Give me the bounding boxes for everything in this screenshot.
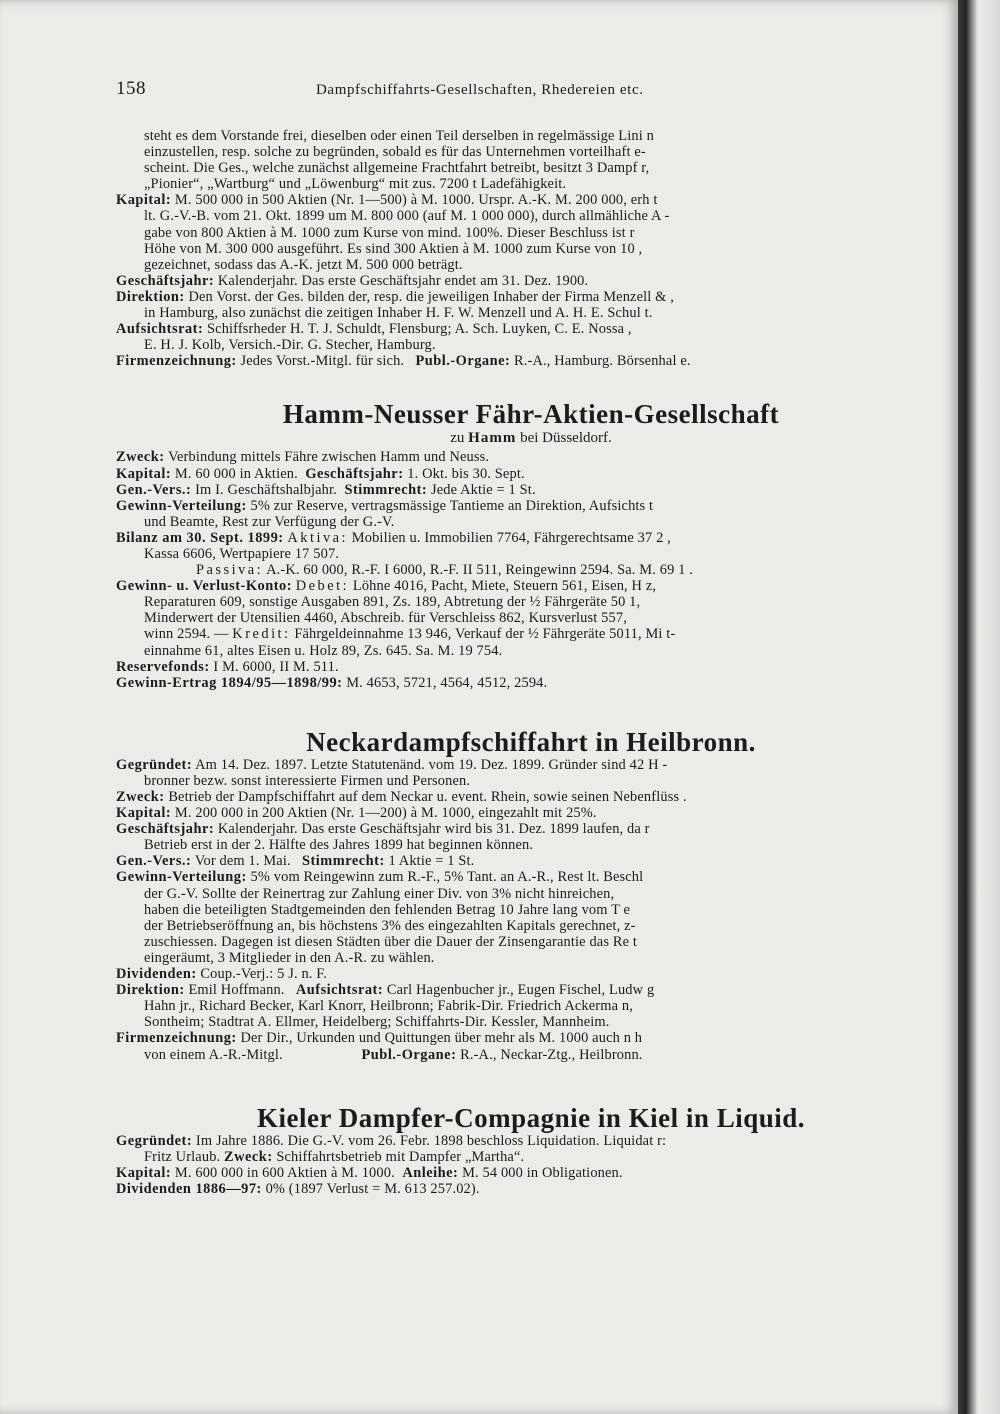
- entry-text: I M. 6000, II M. 511.: [213, 658, 339, 675]
- entry-label: Bilanz am 30. Sept. 1899:: [116, 529, 284, 546]
- entry-text: M. 4653, 5721, 4564, 4512, 2594.: [346, 674, 548, 691]
- entry-label: Kapital:: [116, 805, 172, 822]
- gegruendet-entry: [116, 1133, 946, 1149]
- text-line: gezeichnet, sodass das A.-K. jetzt M. 500 000 beträgt.: [144, 256, 463, 273]
- entry-label: Gewinn- u. Verlust-Konto:: [116, 578, 293, 595]
- entry-text: R.-A., Hamburg. Börsenhal e.: [514, 353, 691, 370]
- text-line: Höhe von M. 300 000 ausgeführt. Es sind 300 Aktien à M. 1000 zum Kurse von 10 ,: [144, 240, 643, 257]
- entry-label: Direktion:: [116, 982, 185, 999]
- guv-entry: [116, 578, 946, 594]
- entry-label: Anleihe:: [402, 1164, 459, 1181]
- entry-label: Gen.-Vers.:: [116, 481, 192, 498]
- page-number: 158: [116, 78, 146, 99]
- entry-label: Aufsichtsrat:: [295, 982, 384, 999]
- genvers-entry: [116, 482, 946, 498]
- aufsichtsrat-entry: [116, 321, 946, 337]
- zweck-entry: [116, 789, 946, 805]
- company-title: Kieler Dampfer-Compagnie in Kiel in Liquid.: [256, 1102, 805, 1133]
- entry-text: Fährgeldeinnahme 13 946, Verkauf der ½ Fährgeräte 5011, Mi t-: [294, 626, 676, 643]
- entry-label: Dividenden 1886—97:: [116, 1180, 262, 1197]
- entry-label: Stimmrecht:: [344, 481, 428, 498]
- entry-label: Gegründet:: [116, 756, 193, 773]
- entry-label: Gewinn-Verteilung:: [116, 869, 247, 886]
- firmenzeichnung-entry: [116, 353, 946, 369]
- text-line: Betrieb erst in der 2. Hälfte des Jahres 1899 hat beginnen können.: [144, 837, 534, 854]
- kapital-entry: [116, 805, 946, 821]
- kredit-line: [116, 626, 946, 642]
- entry-text: von einem A.-R.-Mitgl.: [144, 1046, 283, 1063]
- passiva-label: Passiva:: [196, 562, 264, 579]
- entry-label: Gegründet:: [116, 1132, 193, 1149]
- entry-text: Jede Aktie = 1 St.: [430, 481, 536, 498]
- entry-label: Reservefonds:: [116, 658, 210, 675]
- direktion-entry: [116, 289, 946, 305]
- entry-label: Geschäftsjahr:: [116, 821, 215, 838]
- geschaeftsjahr-entry: [116, 821, 946, 837]
- entry-text: M. 500 000 in 500 Aktien (Nr. 1—500) à M. 1000. Urspr. A.-K. M. 200 000, erh t: [174, 192, 658, 209]
- debet-label: Debet:: [295, 578, 350, 595]
- entry-label: Kapital:: [116, 465, 172, 482]
- entry-text: Carl Hagenbucher jr., Eugen Fischel, Ludw g: [386, 982, 655, 999]
- entry-text: Emil Hoffmann.: [188, 982, 285, 999]
- entry-label: Zweck:: [116, 789, 165, 805]
- text-line: steht es dem Vorstande frei, dieselben oder einen Teil derselben in regelmässige Lini n: [144, 128, 654, 144]
- entry-text: Vor dem 1. Mai.: [194, 853, 291, 870]
- zweck-line: [116, 1149, 946, 1165]
- entry-text: Schiffsrheder H. T. J. Schuldt, Flensburg; A. Sch. Luyken, C. E. Nossa ,: [207, 321, 632, 338]
- company-neckardampfschiffahrt: [116, 727, 946, 1063]
- entry-text: Fritz Urlaub.: [144, 1148, 221, 1165]
- text-line: Reparaturen 609, sonstige Ausgaben 891, Zs. 189, Abtretung der ½ Fährgeräte 50 1,: [144, 594, 641, 611]
- entry-text: Löhne 4016, Pacht, Miete, Steuern 561, Eisen, H z,: [352, 578, 657, 595]
- text-line: Sontheim; Stadtrat A. Ellmer, Heidelberg; Schiffahrts-Dir. Kessler, Mannheim.: [144, 1014, 610, 1031]
- entry-text: Mobilien u. Immobilien 7764, Fährgerechtsame 37 2 ,: [351, 529, 671, 546]
- entry-text: Coup.-Verj.: 5 J. n. F.: [200, 966, 328, 983]
- entry-label: Geschäftsjahr:: [116, 272, 215, 289]
- company-hamm-neusser: [116, 399, 946, 690]
- entry-text: 1 Aktie = 1 St.: [388, 853, 475, 870]
- page-content: [116, 78, 946, 1197]
- bilanz-entry: [116, 530, 946, 546]
- publ-line: [116, 1047, 946, 1063]
- entry-text: Der Dir., Urkunden und Quittungen über mehr als M. 1000 auch n h: [240, 1030, 643, 1047]
- entry-label: Firmenzeichnung:: [116, 353, 237, 370]
- text-line: Hahn jr., Richard Becker, Karl Knorr, Heilbronn; Fabrik-Dir. Friedrich Ackerma n,: [144, 998, 633, 1015]
- entry-label: Direktion:: [116, 288, 185, 305]
- entry-text: R.-A., Neckar-Ztg., Heilbronn.: [460, 1046, 643, 1063]
- entry-text: 1. Okt. bis 30. Sept.: [407, 465, 525, 482]
- entry-label: Zweck:: [116, 449, 165, 466]
- entry-text: A.-K. 60 000, R.-F. I 6000, R.-F. II 511, Reingewinn 2594. Sa. M. 69 1 .: [266, 562, 694, 579]
- entry-label: Gen.-Vers.:: [116, 853, 192, 870]
- entry-label: Firmenzeichnung:: [116, 1030, 237, 1047]
- entry-text: Jedes Vorst.-Mitgl. für sich.: [240, 353, 405, 370]
- entry-label: Gewinn-Ertrag 1894/95—1898/99:: [116, 674, 343, 691]
- company-title: Hamm-Neusser Fähr-Aktien-Gesellschaft: [282, 399, 780, 430]
- text-line: einnahme 61, altes Eisen u. Holz 89, Zs. 645. Sa. M. 19 754.: [144, 642, 503, 659]
- genvers-entry: [116, 853, 946, 869]
- entry-label: Kapital:: [116, 192, 172, 209]
- kapital-entry: [116, 466, 946, 482]
- entry-text: Betrieb der Dampfschiffahrt auf dem Neckar u. event. Rhein, sowie seinen Nebenflüss .: [168, 789, 687, 805]
- reservefonds-entry: [116, 659, 946, 675]
- dividenden-entry: [116, 1181, 946, 1197]
- entry-text: M. 600 000 in 600 Aktien à M. 1000.: [174, 1164, 395, 1181]
- text-line: in Hamburg, also zunächst die zeitigen Inhaber H. F. W. Menzell und A. H. E. Schul t.: [144, 305, 653, 322]
- section-continued: [116, 128, 946, 369]
- entry-text: Kalenderjahr. Das erste Geschäftsjahr wird bis 31. Dez. 1899 laufen, da r: [217, 821, 650, 838]
- running-head: [116, 78, 946, 104]
- company-kieler-dampfer: [116, 1103, 946, 1197]
- company-location: [116, 429, 946, 447]
- entry-text: M. 54 000 in Obligationen.: [462, 1164, 623, 1181]
- text-line: „Pionier“, „Wartburg“ und „Löwenburg“ mit zus. 7200 t Ladefähigkeit.: [144, 176, 567, 193]
- entry-text: 5% vom Reingewinn zum R.-F., 5% Tant. an A.-R., Rest lt. Beschl: [250, 869, 644, 886]
- entry-label: Dividenden:: [116, 966, 197, 983]
- text-line: Minderwert der Utensilien 4460, Abschreib. für Verschleiss 862, Kursverlust 557,: [144, 610, 627, 627]
- gewinnverteilung-entry: [116, 498, 946, 514]
- entry-text: Kalenderjahr. Das erste Geschäftsjahr endet am 31. Dez. 1900.: [217, 272, 589, 289]
- geschaeftsjahr-entry: [116, 273, 946, 289]
- text-line: und Beamte, Rest zur Verfügung der G.-V.: [144, 513, 395, 530]
- passiva-line: [116, 562, 946, 578]
- text-line: einzustellen, resp. solche zu begründen, sobald es für das Unternehmen vorteilhaft e-: [144, 144, 646, 161]
- text-line: E. H. J. Kolb, Versich.-Dir. G. Stecher, Hamburg.: [144, 337, 436, 354]
- kapital-entry: [116, 1165, 946, 1181]
- text-line: lt. G.-V.-B. vom 21. Okt. 1899 um M. 800 000 (auf M. 1 000 000), durch allmähliche A -: [144, 208, 670, 225]
- zweck-entry: [116, 449, 946, 465]
- text-line: bronner bezw. sonst interessierte Firmen und Personen.: [144, 772, 471, 789]
- dividenden-entry: [116, 966, 946, 982]
- running-title: Dampfschiffahrts-Gesellschaften, Rhedereien etc.: [316, 82, 644, 98]
- text-line: der G.-V. Sollte der Reinertrag zur Zahlung einer Div. von 3% nicht hinreichen,: [144, 885, 615, 902]
- entry-label: Aufsichtsrat:: [116, 321, 204, 338]
- entry-text: Am 14. Dez. 1897. Letzte Statutenänd. vom 19. Dez. 1899. Gründer sind 42 H -: [195, 756, 668, 773]
- entry-label: Publ.-Organe:: [415, 353, 511, 370]
- entry-text: Im Jahre 1886. Die G.-V. vom 26. Febr. 1898 beschloss Liquidation. Liquidat r:: [195, 1132, 667, 1149]
- entry-label: Zweck:: [224, 1148, 273, 1165]
- kredit-label: Kredit:: [232, 626, 291, 643]
- text-line: gabe von 800 Aktien à M. 1000 zum Kurse von mind. 100%. Dieser Beschluss ist r: [144, 224, 635, 241]
- entry-label: Gewinn-Verteilung:: [116, 497, 247, 514]
- entry-text: Den Vorst. der Ges. bilden der, resp. die jeweiligen Inhaber der Firma Menzell & ,: [188, 288, 674, 305]
- kapital-entry: [116, 192, 946, 208]
- text-line: der Betriebseröffnung an, bis höchstens 3% des eingezahlten Kapitals gerechnet, z-: [144, 917, 636, 934]
- entry-text: Im I. Geschäftshalbjahr.: [195, 481, 337, 498]
- text-line: haben die beteiligten Stadtgemeinden den fehlenden Betrag 10 Jahre lang vom T e: [144, 901, 631, 918]
- direktion-entry: [116, 982, 946, 998]
- scan-edge: [958, 0, 1000, 1414]
- gewinn-ertrag-entry: [116, 675, 946, 691]
- location-city: Hamm: [468, 430, 517, 447]
- text-line: scheint. Die Ges., welche zunächst allgemeine Frachtfahrt betreibt, besitzt 3 Dampf r,: [144, 160, 650, 177]
- entry-text: Verbindung mittels Fähre zwischen Hamm und Neuss.: [168, 449, 490, 466]
- entry-label: Publ.-Organe:: [361, 1046, 457, 1063]
- company-title: Neckardampfschiffahrt in Heilbronn.: [306, 726, 756, 757]
- entry-text: M. 200 000 in 200 Aktien (Nr. 1—200) à M. 1000, eingezahlt mit 25%.: [174, 805, 597, 822]
- location-suffix: bei Düsseldorf.: [520, 430, 612, 447]
- aktiva-label: Aktiva:: [287, 529, 349, 546]
- gegruendet-entry: [116, 757, 946, 773]
- entry-label: Kapital:: [116, 1164, 172, 1181]
- firmenzeichnung-entry: [116, 1030, 946, 1046]
- entry-text: M. 60 000 in Aktien.: [174, 465, 298, 482]
- entry-text: Schiffahrtsbetrieb mit Dampfer „Martha“.: [276, 1148, 525, 1165]
- text-line: eingeräumt, 3 Mitglieder in den A.-R. zu wählen.: [144, 949, 435, 966]
- entry-text: winn 2594. —: [144, 626, 229, 643]
- location-prefix: zu: [450, 430, 465, 447]
- entry-text: 5% zur Reserve, vertragsmässige Tantieme an Direktion, Aufsichts t: [250, 497, 654, 514]
- entry-text: 0% (1897 Verlust = M. 613 257.02).: [265, 1180, 480, 1197]
- text-line: zuschiessen. Dagegen ist diesen Städten über die Dauer der Zinsengarantie das Re t: [144, 933, 638, 950]
- entry-label: Stimmrecht:: [301, 853, 385, 870]
- gewinnverteilung-entry: [116, 869, 946, 885]
- entry-label: Geschäftsjahr:: [305, 465, 404, 482]
- text-line: Kassa 6606, Wertpapiere 17 507.: [144, 545, 340, 562]
